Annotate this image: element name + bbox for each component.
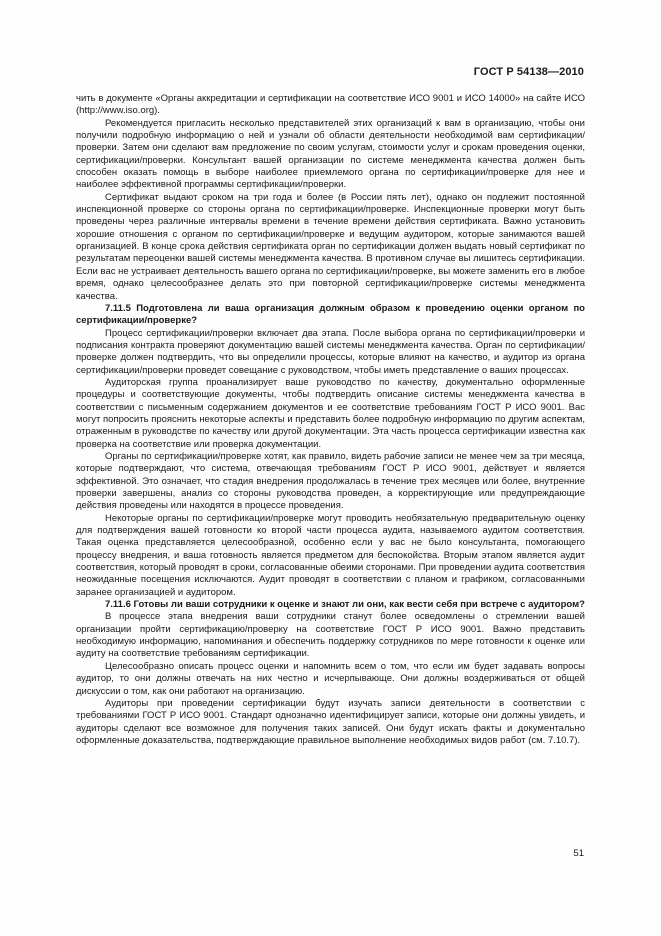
paragraph: Аудиторы при проведении сертификации будут изучать записи деятельности в соответствии с требованиями ГОСТ Р ИСО 9001. Стандарт однозначно идентифицирует записи, которые они должны увидеть, и аудиторы сделают все возможное для получения таких записей. Они будут искать факты и документально оформленные доказательства, подтверждающие правильное выполнение необходимых видов работ (см. 7.10.7). — [76, 697, 585, 746]
paragraph-continuation: чить в документе «Органы аккредитации и сертификации на соответствие ИСО 9001 и ИСО 14000» на сайте ИСО (http://www.iso.org). — [76, 93, 585, 117]
paragraph: Рекомендуется пригласить несколько представителей этих организаций к вам в организацию, чтобы они получили подробную информацию о ней и узнали об области деятельности необходимой вам сертификации/проверки. Затем они сделают вам предложение по своим услугам, стоимости услуг и срокам проведения оценки, сертификации/проверки. Консультант вашей организации по системе менеджмента качества должен быть способен оказать помощь в выборе наиболее приемлемого органа по сертификации/проверке для нее и наиболее эффективной программы сертификации/проверки. — [76, 117, 585, 191]
paragraph: Органы по сертификации/проверке хотят, как правило, видеть рабочие записи не менее чем за три месяца, которые подтверждают, что система, отвечающая требованиям ГОСТ Р ИСО 9001, действует и является эффективной. Это означает, что стадия внедрения продолжалась в течение трех месяцев или более, внутренние проверки завершены, анализ со стороны руководства проведен, а корректирующие или предупреждающие действия проведены или находятся в процессе проведения. — [76, 450, 585, 512]
section-heading-7-11-6: 7.11.6 Готовы ли ваши сотрудники к оценке и знают ли они, как вести себя при встрече с аудитором? — [105, 599, 585, 611]
document-body — [76, 93, 585, 747]
paragraph: Сертификат выдают сроком на три года и более (в России пять лет), однако он подлежит постоянной инспекционной проверке со стороны органа по сертификации/проверке. Инспекционные проверки могут быть проведены через различные интервалы времени в течение времени действия сертификата. Важно установить хорошие отношения с органом по сертификации/проверке и ведущим аудитором, которые занимаются вашей организацией. В конце срока действия сертификата орган по сертификации должен выдать новый сертификат по результатам переоценки вашей системы менеджмента качества. В противном случае вы лишитесь сертификации. Если вас не устраивает деятельность вашего органа по сертификации/проверке, вы можете заменить его в любое время, однако целесообразнее делать это при повторной сертификации/проверке системы менеджмента качества. — [76, 191, 585, 302]
paragraph: Аудиторская группа проанализирует ваше руководство по качеству, документально оформленные процедуры и соответствующие документы, чтобы подтвердить описание системы менеджмента качества в соответствии с письменным содержанием документов и ее соответствие требованиям ГОСТ Р ИСО 9001. Вас могут попросить прояснить некоторые аспекты и представить более подробную информацию по другим аспектам, отраженным в руководстве по качеству или другой документации. Эта часть процесса сертификации известна как проверка на соответствие или проверка документации. — [76, 376, 585, 450]
paragraph: В процессе этапа внедрения ваши сотрудники станут более осведомлены о стремлении вашей организации пройти сертификацию/проверку на соответствие ГОСТ Р ИСО 9001. Важно представить необходимую информацию, напоминания и обеспечить поддержку сотрудников по мере готовности к оценке или аудиту на соответствие требованиям сертификации. — [76, 611, 585, 660]
paragraph: Некоторые органы по сертификации/проверке могут проводить необязательную предварительную оценку для подтверждения вашей готовности ко второй части процесса аудита, называемого аудитом соответствия. Такая оценка представляется целесообразной, особенно если у вас не было консультанта, помогающего процессу внедрения, и ваша готовность является предметом для беспокойства. Вторым этапом является аудит соответствия, который проводят в сроки, согласованные обеими сторонами. При проведении аудита соответствия неожиданные посещения исключаются. Аудит проводят в соответствии с планом и графиком, согласованными заранее организацией и аудитором. — [76, 512, 585, 598]
page-number: 51 — [573, 848, 584, 859]
paragraph: Процесс сертификации/проверки включает два этапа. После выбора органа по сертификации/проверки и подписания контракта проверяют документацию вашей системы менеджмента качества. Орган по сертификации/проверке должен подтвердить, что вы определили процессы, которые влияют на качество, и аудитор из органа сертификации/проверки проведет совещание с руководством, чтобы иметь представление о ваших процессах. — [76, 327, 585, 376]
section-heading-7-11-5: 7.11.5 Подготовлена ли ваша организация должным образом к проведению оценки органом по сертификации/проверке? — [76, 302, 585, 327]
paragraph: Целесообразно описать процесс оценки и напомнить всем о том, что если им будет задавать вопросы аудитор, то они должны отвечать на них честно и исчерпывающе. Они должны воздерживаться от общей дискуссии о том, как они работают на организацию. — [76, 660, 585, 697]
document-header: ГОСТ Р 54138—2010 — [473, 66, 584, 78]
